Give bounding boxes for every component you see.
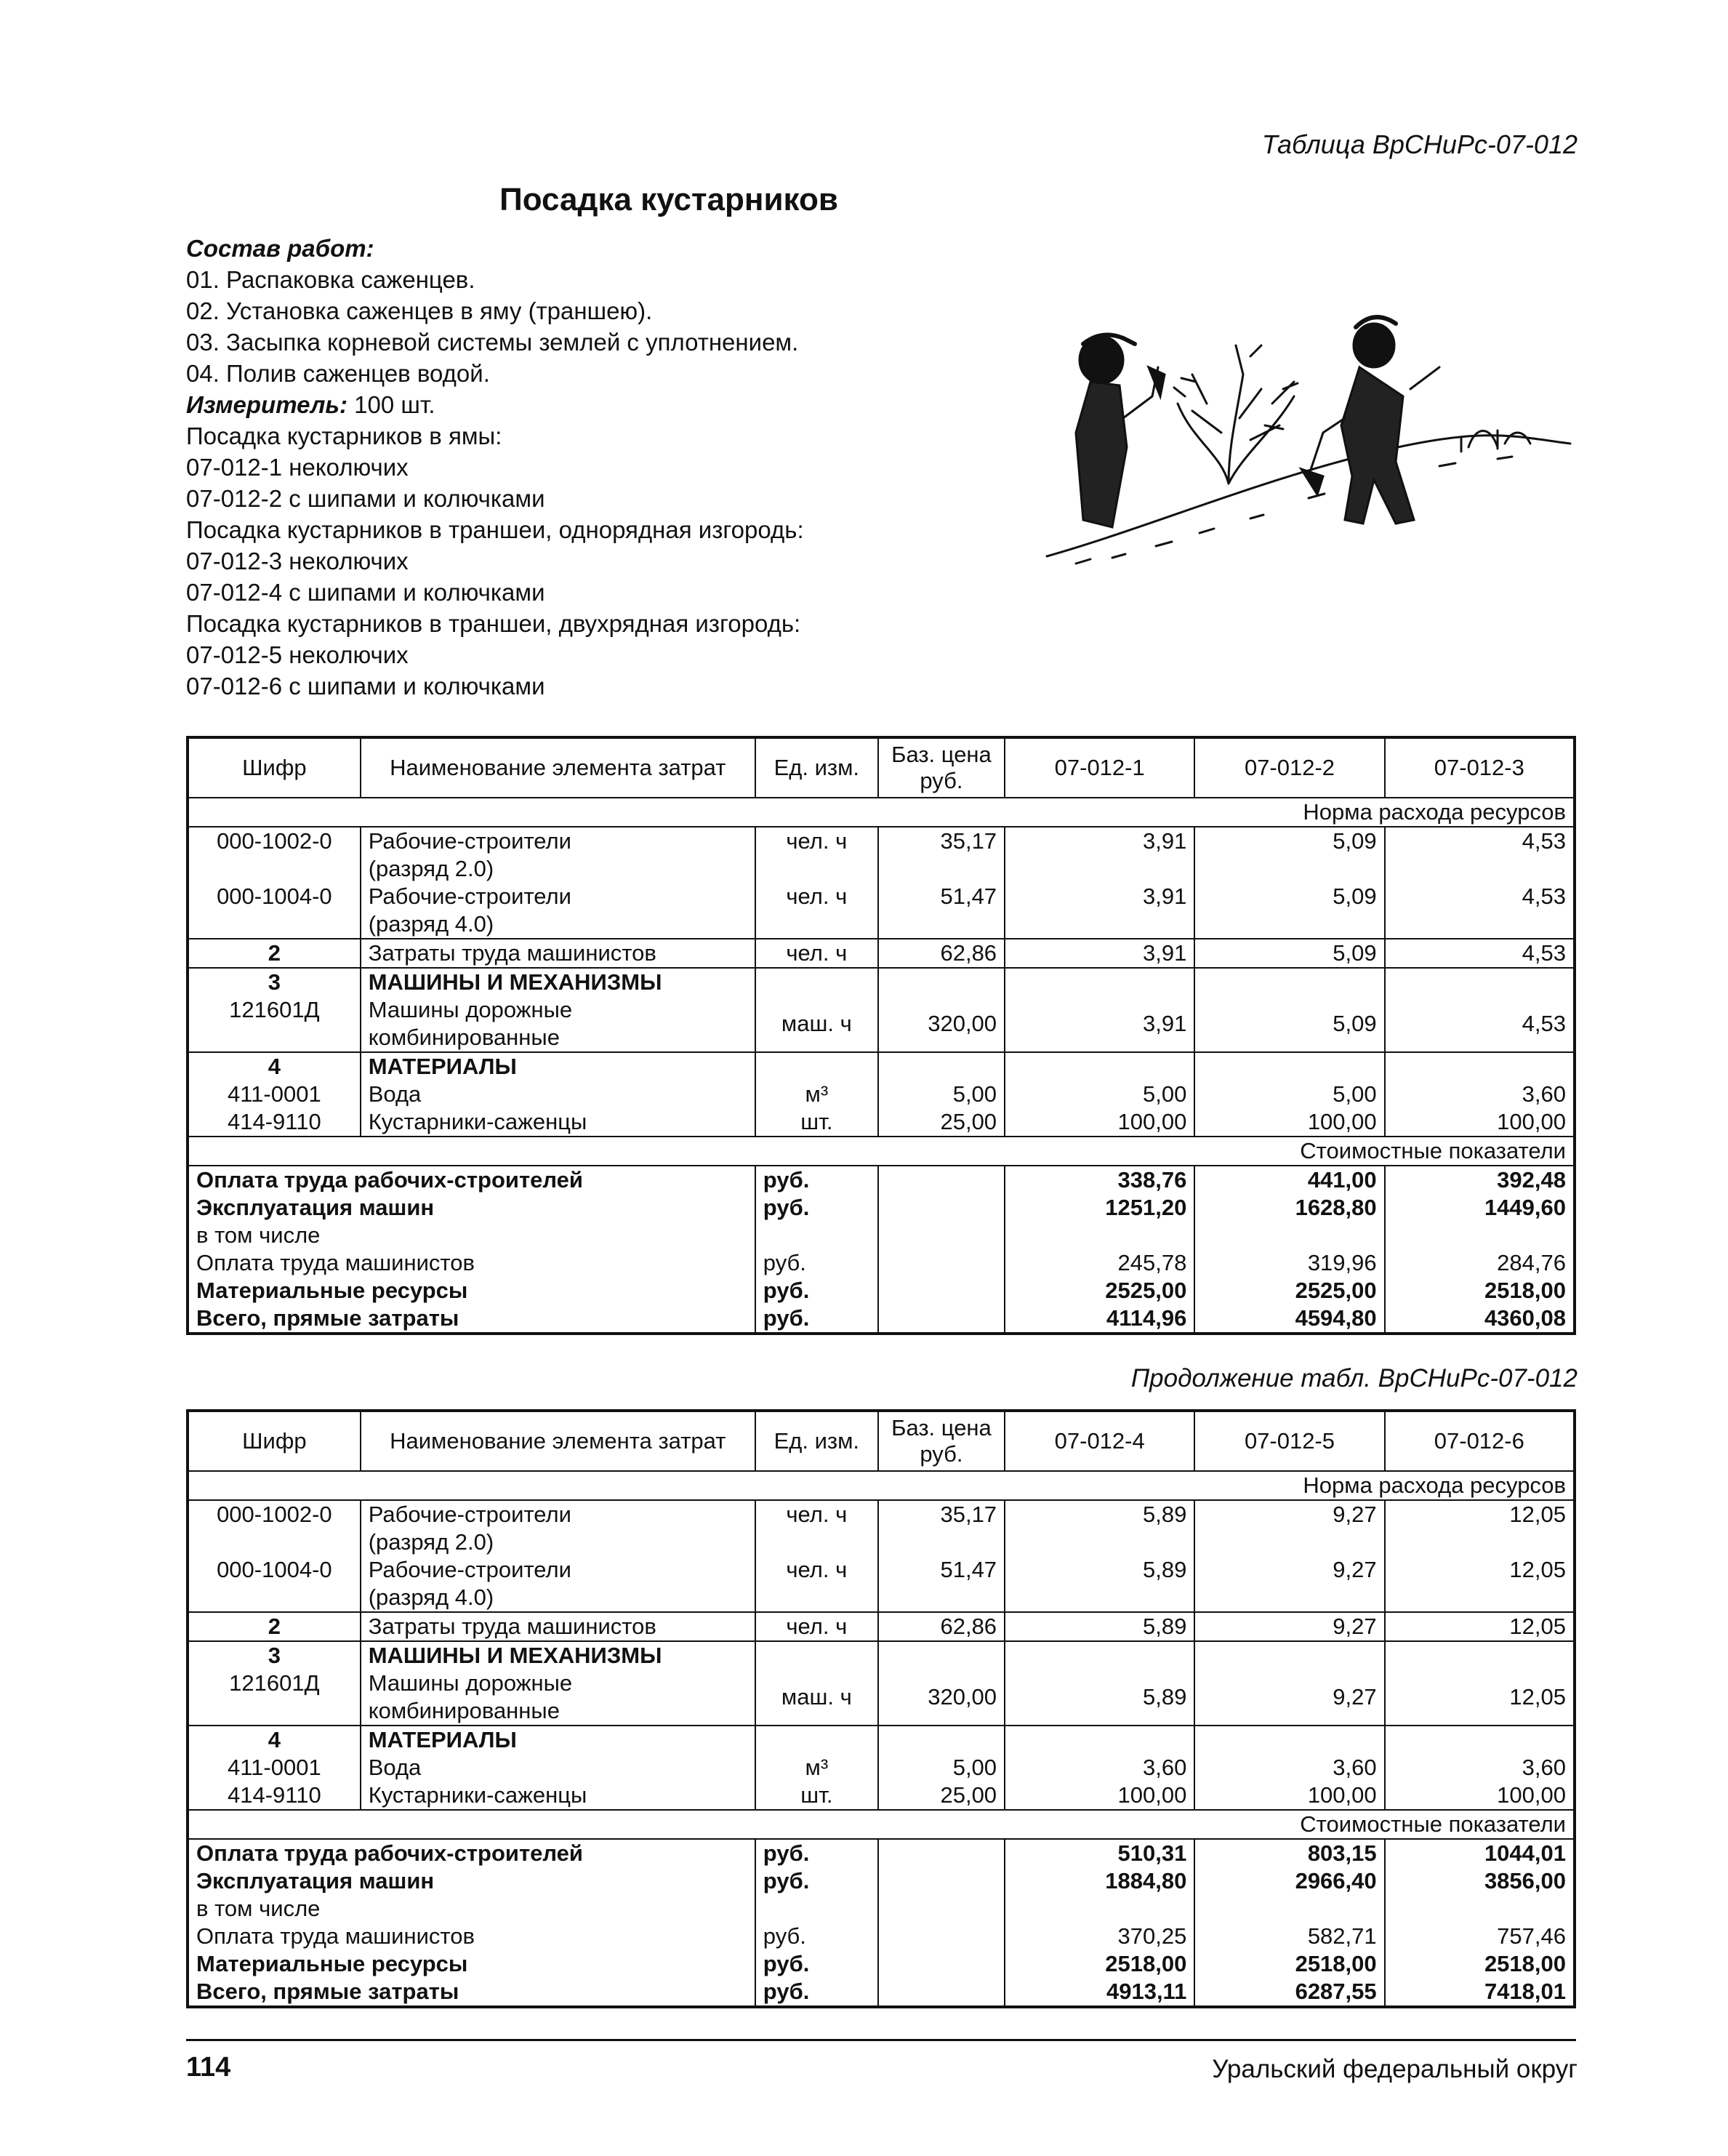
row-unit: чел. ч: [755, 939, 878, 968]
row-price: 320,00: [878, 1670, 1005, 1726]
row-code: 3: [188, 968, 361, 996]
row-value: 5,00: [1005, 1081, 1194, 1108]
summary-name: Материальные ресурсы: [188, 1277, 755, 1305]
row-price: 25,00: [878, 1782, 1005, 1810]
region-label: Уральский федеральный округ: [1212, 2055, 1578, 2083]
row-name-line: Рабочие-строители: [368, 828, 571, 854]
summary-value: 1251,20: [1005, 1194, 1194, 1222]
row-code: 414-9110: [188, 1782, 361, 1810]
row-code: 4: [188, 1726, 361, 1754]
row-name: Вода: [361, 1754, 755, 1782]
section-label-row: [188, 798, 1575, 827]
row-unit: шт.: [755, 1108, 878, 1137]
summary-subheading: в том числе: [188, 1895, 755, 1923]
row-name: [361, 1670, 755, 1726]
work-step: 04. Полив саженцев водой.: [186, 360, 490, 387]
table-row: [188, 1754, 1575, 1782]
summary-unit: руб.: [755, 1249, 878, 1277]
summary-row: [188, 1249, 1575, 1277]
row-code: 414-9110: [188, 1108, 361, 1137]
summary-unit: руб.: [755, 1839, 878, 1867]
row-code: 000-1004-0: [188, 883, 361, 939]
summary-row: [188, 1923, 1575, 1950]
row-value: 3,91: [1005, 883, 1194, 939]
row-name-line: (разряд 2.0): [368, 856, 494, 881]
row-name-line: Машины дорожные: [368, 1670, 573, 1696]
row-unit: м³: [755, 1754, 878, 1782]
row-name: Вода: [361, 1081, 755, 1108]
row-value: 5,89: [1005, 1500, 1194, 1556]
section-label-row: [188, 1810, 1575, 1839]
summary-value: 4594,80: [1194, 1305, 1384, 1334]
meter-line: [186, 389, 804, 420]
summary-value: 6287,55: [1194, 1978, 1384, 2007]
row-value: 100,00: [1005, 1108, 1194, 1137]
row-name: [361, 827, 755, 883]
summary-unit: руб.: [755, 1305, 878, 1334]
row-unit: чел. ч: [755, 1612, 878, 1641]
header-code: Шифр: [188, 1411, 361, 1471]
header-unit: Ед. изм.: [755, 1411, 878, 1471]
row-unit: маш. ч: [755, 996, 878, 1052]
row-name: Затраты труда машинистов: [361, 1612, 755, 1641]
header-code: Шифр: [188, 737, 361, 798]
row-price: 25,00: [878, 1108, 1005, 1137]
section-title: МАТЕРИАЛЫ: [361, 1726, 755, 1754]
header-column: 07-012-6: [1385, 1411, 1575, 1471]
summary-name: Эксплуатация машин: [188, 1867, 755, 1895]
summary-value: 757,46: [1385, 1923, 1575, 1950]
summary-value: 319,96: [1194, 1249, 1384, 1277]
row-unit: чел. ч: [755, 827, 878, 883]
resource-table-2: [186, 1409, 1576, 2008]
summary-value: 1884,80: [1005, 1867, 1194, 1895]
header-unit: Ед. изм.: [755, 737, 878, 798]
summary-value: 510,31: [1005, 1839, 1194, 1867]
summary-unit: руб.: [755, 1166, 878, 1194]
summary-row: [188, 1950, 1575, 1978]
variant-line: 07-012-2 с шипами и колючками: [186, 485, 545, 512]
section-label-row: [188, 1471, 1575, 1500]
section-header-row: [188, 1641, 1575, 1670]
table-row: [188, 1556, 1575, 1612]
summary-name: Всего, прямые затраты: [188, 1978, 755, 2007]
row-name-line: комбинированные: [368, 1025, 560, 1050]
row-name: [361, 1500, 755, 1556]
summary-value: 4114,96: [1005, 1305, 1194, 1334]
row-value: 4,53: [1385, 939, 1575, 968]
row-code: 121601Д: [188, 1670, 361, 1726]
section-label-row: [188, 1137, 1575, 1166]
variant-line: Посадка кустарников в траншеи, однорядная изгородь:: [186, 516, 804, 543]
summary-unit: руб.: [755, 1277, 878, 1305]
row-value: 4,53: [1385, 883, 1575, 939]
row-value: 5,09: [1194, 827, 1384, 883]
variant-line: Посадка кустарников в ямы:: [186, 422, 502, 449]
table-row: [188, 883, 1575, 939]
row-code: 000-1004-0: [188, 1556, 361, 1612]
variant-line: 07-012-1 неколючих: [186, 454, 409, 481]
row-name-line: Рабочие-строители: [368, 1502, 571, 1527]
row-value: 4,53: [1385, 996, 1575, 1052]
row-value: 100,00: [1194, 1782, 1384, 1810]
row-value: 100,00: [1194, 1108, 1384, 1137]
header-name: Наименование элемента затрат: [361, 1411, 755, 1471]
row-value: 5,09: [1194, 939, 1384, 968]
row-code: 3: [188, 1641, 361, 1670]
work-step: 02. Установка саженцев в яму (траншею).: [186, 297, 653, 324]
row-value: 9,27: [1194, 1500, 1384, 1556]
summary-value: 2525,00: [1194, 1277, 1384, 1305]
row-name-line: Рабочие-строители: [368, 1557, 571, 1582]
summary-row: [188, 1166, 1575, 1194]
summary-value: 2518,00: [1005, 1950, 1194, 1978]
table-row: [188, 1500, 1575, 1556]
row-value: 4,53: [1385, 827, 1575, 883]
row-value: 100,00: [1385, 1108, 1575, 1137]
row-unit: маш. ч: [755, 1670, 878, 1726]
row-value: 3,91: [1005, 939, 1194, 968]
header-name: Наименование элемента затрат: [361, 737, 755, 798]
summary-value: 245,78: [1005, 1249, 1194, 1277]
work-step: 01. Распаковка саженцев.: [186, 266, 475, 293]
header-row: [188, 1411, 1575, 1471]
section-title: МАШИНЫ И МЕХАНИЗМЫ: [361, 1641, 755, 1670]
row-name: Кустарники-саженцы: [361, 1108, 755, 1137]
variant-line: 07-012-5 неколючих: [186, 641, 409, 668]
row-code: 121601Д: [188, 996, 361, 1052]
summary-value: 582,71: [1194, 1923, 1384, 1950]
summary-unit: руб.: [755, 1950, 878, 1978]
table-row: [188, 1081, 1575, 1108]
row-price: 35,17: [878, 1500, 1005, 1556]
table-row: [188, 1612, 1575, 1641]
section-header-row: [188, 968, 1575, 996]
variant-line: Посадка кустарников в траншеи, двухрядная изгородь:: [186, 610, 801, 637]
variant-line: 07-012-6 с шипами и колючками: [186, 673, 545, 700]
summary-value: 1449,60: [1385, 1194, 1575, 1222]
row-price: 35,17: [878, 827, 1005, 883]
summary-value: 803,15: [1194, 1839, 1384, 1867]
row-code: 411-0001: [188, 1081, 361, 1108]
header-price: Баз. цена руб.: [878, 737, 1005, 798]
summary-name: Оплата труда машинистов: [188, 1249, 755, 1277]
row-price: 62,86: [878, 939, 1005, 968]
summary-subheading-row: [188, 1895, 1575, 1923]
summary-value: 284,76: [1385, 1249, 1575, 1277]
variant-line: 07-012-4 с шипами и колючками: [186, 579, 545, 606]
row-value: 5,00: [1194, 1081, 1384, 1108]
work-step: 03. Засыпка корневой системы землей с уплотнением.: [186, 329, 799, 356]
variant-line: 07-012-3 неколючих: [186, 548, 409, 574]
row-code: 4: [188, 1052, 361, 1081]
row-value: 3,60: [1005, 1754, 1194, 1782]
table-row: [188, 1670, 1575, 1726]
work-description: [186, 233, 804, 702]
header-column: 07-012-5: [1194, 1411, 1384, 1471]
meter-label: Измеритель:: [186, 391, 347, 418]
gardeners-illustration: [1032, 287, 1585, 578]
summary-name: Материальные ресурсы: [188, 1950, 755, 1978]
summary-unit: руб.: [755, 1923, 878, 1950]
summary-value: 3856,00: [1385, 1867, 1575, 1895]
row-code: 000-1002-0: [188, 1500, 361, 1556]
page-number: 114: [186, 2052, 231, 2083]
norm-label: Норма расхода ресурсов: [188, 798, 1575, 827]
row-value: 12,05: [1385, 1500, 1575, 1556]
row-value: 5,09: [1194, 883, 1384, 939]
row-value: 3,60: [1385, 1081, 1575, 1108]
row-value: 3,60: [1194, 1754, 1384, 1782]
row-unit: чел. ч: [755, 883, 878, 939]
row-name-line: (разряд 4.0): [368, 1584, 494, 1610]
continuation-reference: Продолжение табл. ВрСНиРс-07-012: [1130, 1364, 1578, 1392]
norm-label: Норма расхода ресурсов: [188, 1471, 1575, 1500]
row-code: 2: [188, 939, 361, 968]
row-value: 12,05: [1385, 1612, 1575, 1641]
row-name: Затраты труда машинистов: [361, 939, 755, 968]
summary-name: Эксплуатация машин: [188, 1194, 755, 1222]
row-value: 100,00: [1385, 1782, 1575, 1810]
row-unit: чел. ч: [755, 1556, 878, 1612]
summary-row: [188, 1305, 1575, 1334]
summary-value: 370,25: [1005, 1923, 1194, 1950]
summary-value: 2518,00: [1385, 1950, 1575, 1978]
composition-label: Состав работ:: [186, 235, 374, 262]
row-value: 5,89: [1005, 1612, 1194, 1641]
row-price: 320,00: [878, 996, 1005, 1052]
row-price: 51,47: [878, 883, 1005, 939]
row-price: 62,86: [878, 1612, 1005, 1641]
row-price: 5,00: [878, 1081, 1005, 1108]
summary-value: 2966,40: [1194, 1867, 1384, 1895]
row-value: 5,89: [1005, 1670, 1194, 1726]
row-value: 100,00: [1005, 1782, 1194, 1810]
row-code: 000-1002-0: [188, 827, 361, 883]
summary-value: 1628,80: [1194, 1194, 1384, 1222]
header-column: 07-012-1: [1005, 737, 1194, 798]
summary-row: [188, 1867, 1575, 1895]
cost-label: Стоимостные показатели: [188, 1810, 1575, 1839]
cost-label: Стоимостные показатели: [188, 1137, 1575, 1166]
summary-value: 1044,01: [1385, 1839, 1575, 1867]
row-name: [361, 1556, 755, 1612]
summary-row: [188, 1839, 1575, 1867]
section-header-row: [188, 1052, 1575, 1081]
summary-unit: руб.: [755, 1978, 878, 2007]
row-name-line: (разряд 4.0): [368, 911, 494, 937]
table-reference: Таблица ВрСНиРс-07-012: [1261, 129, 1578, 159]
summary-value: 392,48: [1385, 1166, 1575, 1194]
summary-unit: руб.: [755, 1867, 878, 1895]
row-value: 9,27: [1194, 1612, 1384, 1641]
row-name-line: (разряд 2.0): [368, 1529, 494, 1555]
row-value: 3,60: [1385, 1754, 1575, 1782]
summary-subheading: в том числе: [188, 1222, 755, 1249]
table-row: [188, 939, 1575, 968]
row-value: 5,09: [1194, 996, 1384, 1052]
header-row: [188, 737, 1575, 798]
summary-value: 7418,01: [1385, 1978, 1575, 2007]
summary-name: Оплата труда машинистов: [188, 1923, 755, 1950]
header-column: 07-012-2: [1194, 737, 1384, 798]
header-column: 07-012-3: [1385, 737, 1575, 798]
header-column: 07-012-4: [1005, 1411, 1194, 1471]
row-name-line: комбинированные: [368, 1698, 560, 1723]
row-value: 12,05: [1385, 1670, 1575, 1726]
summary-value: 441,00: [1194, 1166, 1384, 1194]
row-code: 411-0001: [188, 1754, 361, 1782]
summary-row: [188, 1277, 1575, 1305]
row-price: 5,00: [878, 1754, 1005, 1782]
summary-value: 2525,00: [1005, 1277, 1194, 1305]
summary-row: [188, 1194, 1575, 1222]
meter-value: 100 шт.: [347, 391, 435, 418]
row-unit: чел. ч: [755, 1500, 878, 1556]
row-code: 2: [188, 1612, 361, 1641]
resource-table-1: [186, 736, 1576, 1335]
table-row: [188, 996, 1575, 1052]
summary-value: 338,76: [1005, 1166, 1194, 1194]
row-value: 9,27: [1194, 1670, 1384, 1726]
row-name-line: Машины дорожные: [368, 997, 573, 1022]
summary-value: 2518,00: [1194, 1950, 1384, 1978]
summary-subheading-row: [188, 1222, 1575, 1249]
table-row: [188, 827, 1575, 883]
summary-unit: руб.: [755, 1194, 878, 1222]
row-unit: шт.: [755, 1782, 878, 1810]
summary-name: Оплата труда рабочих-строителей: [188, 1166, 755, 1194]
row-name-line: Рабочие-строители: [368, 883, 571, 909]
section-title: МАШИНЫ И МЕХАНИЗМЫ: [361, 968, 755, 996]
row-unit: м³: [755, 1081, 878, 1108]
row-name: Кустарники-саженцы: [361, 1782, 755, 1810]
summary-name: Всего, прямые затраты: [188, 1305, 755, 1334]
table-row: [188, 1782, 1575, 1810]
row-value: 3,91: [1005, 996, 1194, 1052]
summary-value: 2518,00: [1385, 1277, 1575, 1305]
row-value: 3,91: [1005, 827, 1194, 883]
row-name: [361, 883, 755, 939]
row-value: 9,27: [1194, 1556, 1384, 1612]
row-value: 5,89: [1005, 1556, 1194, 1612]
row-price: 51,47: [878, 1556, 1005, 1612]
summary-value: 4360,08: [1385, 1305, 1575, 1334]
row-value: 12,05: [1385, 1556, 1575, 1612]
section-header-row: [188, 1726, 1575, 1754]
summary-row: [188, 1978, 1575, 2007]
header-price: Баз. цена руб.: [878, 1411, 1005, 1471]
table-row: [188, 1108, 1575, 1137]
page-title: Посадка кустарников: [499, 182, 838, 217]
row-name: [361, 996, 755, 1052]
summary-name: Оплата труда рабочих-строителей: [188, 1839, 755, 1867]
footer-divider: [186, 2039, 1576, 2041]
summary-value: 4913,11: [1005, 1978, 1194, 2007]
section-title: МАТЕРИАЛЫ: [361, 1052, 755, 1081]
